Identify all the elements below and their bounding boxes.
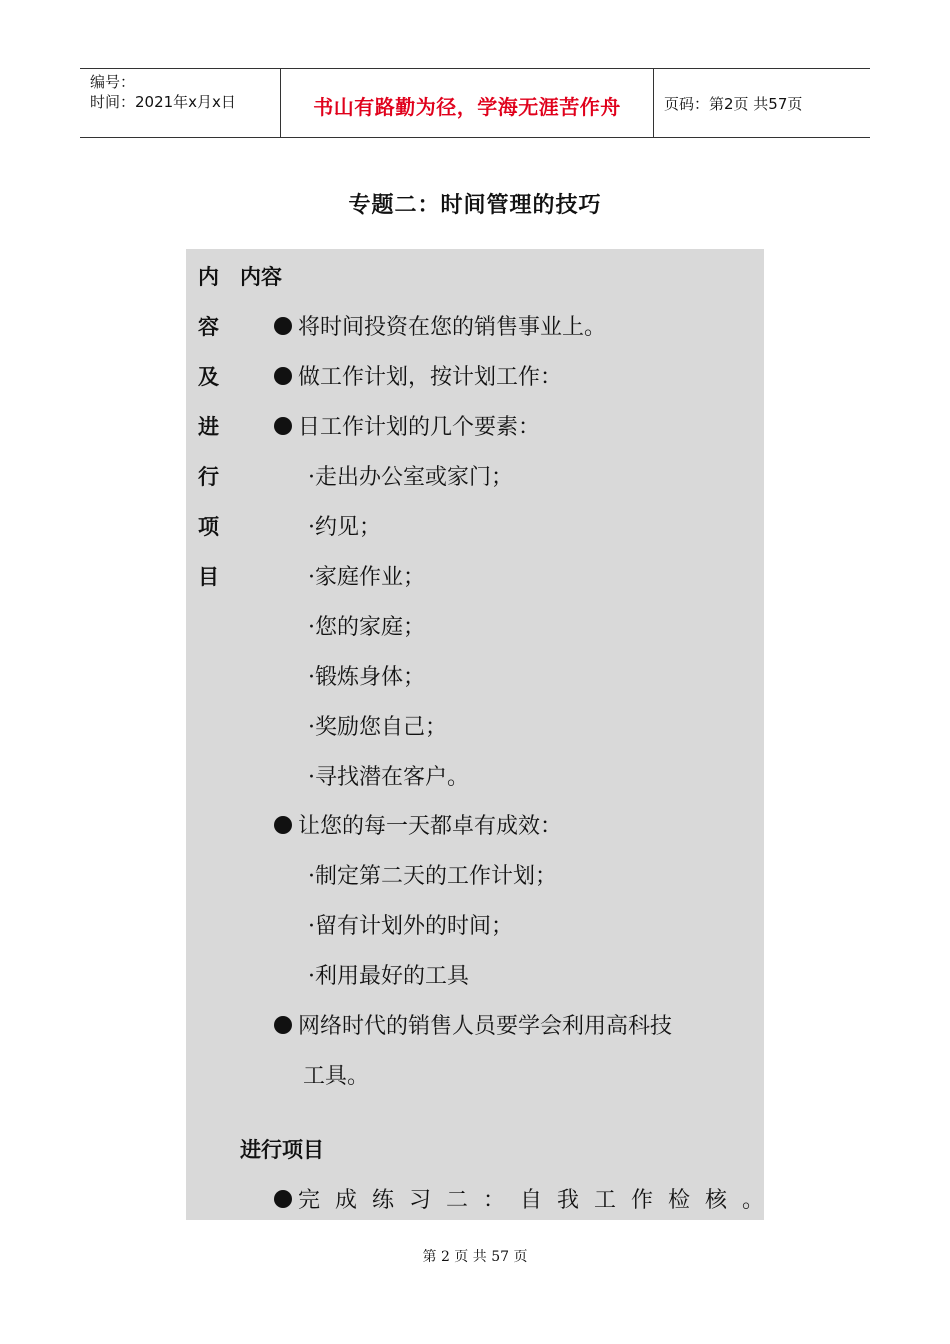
document-header [80, 68, 870, 138]
sub-item: ·您的家庭； [308, 615, 425, 640]
page-label: 页码：第2页 共57页 [664, 95, 803, 113]
header-meta-cell [80, 69, 281, 137]
side-char: 项 [198, 515, 219, 539]
bullet-dot-icon [274, 367, 292, 385]
sub-item: ·利用最好的工具 [308, 964, 469, 989]
number-label: 编号： [90, 73, 136, 91]
bullet-dot-icon [274, 317, 292, 335]
side-char: 内 [198, 265, 219, 289]
header-page-cell [654, 69, 870, 137]
time-label: 时间：2021年x月x日 [90, 93, 236, 111]
bullet-item: 日工作计划的几个要素： [274, 410, 540, 441]
bullet-item-continuation: 工具。 [303, 1064, 370, 1089]
sub-item: ·制定第二天的工作计划； [308, 864, 557, 889]
side-char: 目 [198, 565, 219, 589]
bullet-item: 让您的每一天都卓有成效： [274, 809, 562, 840]
project-heading: 进行项目 [240, 1138, 324, 1162]
sub-item: ·留有计划外的时间； [308, 914, 513, 939]
bullet-item: 网络时代的销售人员要学会利用高科技 [274, 1009, 672, 1040]
side-char: 容 [198, 315, 219, 339]
bullet-dot-icon [274, 417, 292, 435]
side-char: 行 [198, 465, 219, 489]
sub-item: ·锻炼身体； [308, 665, 425, 690]
bullet-item: 做工作计划，按计划工作： [274, 360, 562, 391]
content-heading: 内容 [240, 265, 282, 289]
sub-item: ·走出办公室或家门； [308, 465, 513, 490]
bullet-dot-icon [274, 1190, 292, 1208]
page-footer: 第 2 页 共 57 页 [422, 1249, 528, 1265]
page-title: 专题二：时间管理的技巧 [348, 193, 602, 218]
sub-item: ·约见； [308, 515, 381, 540]
header-motto-cell [281, 69, 654, 137]
motto-text: 书山有路勤为径，学海无涯苦作舟 [313, 95, 621, 119]
bullet-item: 将时间投资在您的销售事业上。 [274, 310, 606, 341]
side-char: 进 [198, 415, 219, 439]
sub-item: ·寻找潜在客户。 [308, 765, 469, 790]
side-char: 及 [198, 365, 219, 389]
sub-item: ·家庭作业； [308, 565, 425, 590]
bullet-dot-icon [274, 1016, 292, 1034]
content-block [186, 249, 780, 1220]
bullet-dot-icon [274, 816, 292, 834]
project-item: 完成练习二：自我工作检核。 [274, 1183, 779, 1214]
sub-item: ·奖励您自己； [308, 715, 447, 740]
